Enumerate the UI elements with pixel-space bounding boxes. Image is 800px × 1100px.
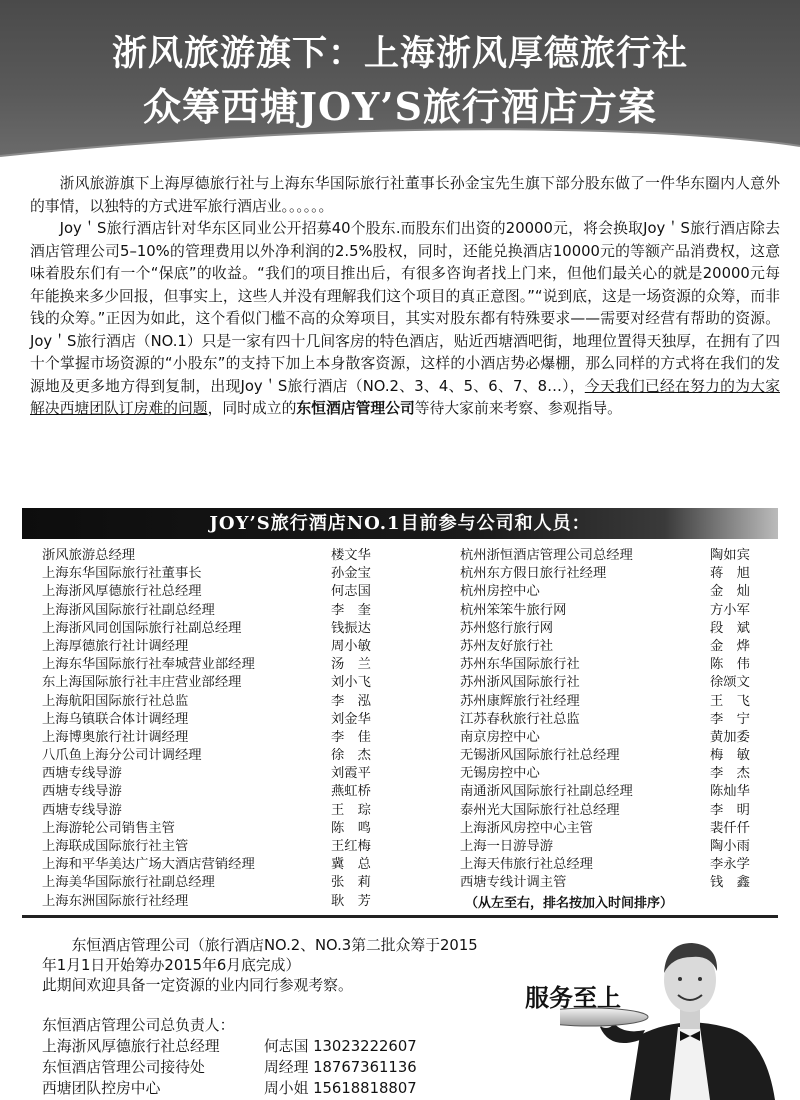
participant-company: 上海浙风同创国际旅行社副总经理 bbox=[42, 620, 242, 636]
list-item bbox=[42, 783, 422, 801]
list-item bbox=[460, 674, 780, 692]
participant-name: 方小军 bbox=[710, 602, 750, 618]
participant-company: 西塘专线导游 bbox=[42, 802, 122, 818]
list-item bbox=[460, 874, 780, 892]
participant-name: 李永学 bbox=[710, 857, 750, 873]
participant-name: 陶小雨 bbox=[710, 839, 750, 854]
participant-name: 金 灿 bbox=[710, 584, 750, 600]
list-order-note: （从左至右，排名按加入时间排序） bbox=[465, 896, 674, 911]
list-item bbox=[42, 693, 422, 711]
participant-list-left bbox=[42, 547, 422, 911]
participant-company: 东上海国际旅行社丰庄营业部经理 bbox=[42, 675, 242, 691]
participant-company: 上海天伟旅行社总经理 bbox=[460, 857, 593, 873]
participant-name: 张 莉 bbox=[331, 875, 371, 891]
list-item bbox=[42, 838, 422, 856]
contact-row bbox=[42, 1057, 417, 1078]
intro-underlined-statement: 今天我们已经在努力的为大家解决西塘团队订房难的问题 bbox=[30, 377, 780, 417]
list-item bbox=[42, 565, 422, 583]
participant-name: 陈灿华 bbox=[710, 784, 750, 800]
contacts-title: 东恒酒店管理公司总负责人： bbox=[42, 1017, 235, 1034]
participant-name: 陶如宾 bbox=[710, 548, 750, 563]
list-item bbox=[42, 583, 422, 601]
participant-company: 上海联成国际旅行社主管 bbox=[42, 839, 189, 854]
participant-company: 上海游轮公司销售主管 bbox=[42, 820, 175, 836]
participant-company: 上海美华国际旅行社副总经理 bbox=[42, 875, 215, 891]
participant-name: 金 烨 bbox=[710, 638, 750, 654]
participant-name: 燕虹桥 bbox=[331, 784, 371, 800]
participant-name: 周小敏 bbox=[331, 638, 371, 654]
participant-name: 李 奎 bbox=[331, 602, 371, 618]
waiter-illustration bbox=[560, 935, 800, 1100]
participant-name: 王 琮 bbox=[331, 802, 371, 818]
participant-name: 刘金华 bbox=[331, 711, 371, 727]
participant-company: 苏州友好旅行社 bbox=[460, 638, 554, 654]
list-item bbox=[460, 729, 780, 747]
contact-label: 西塘团队控房中心 bbox=[42, 1080, 161, 1097]
list-item bbox=[460, 711, 780, 729]
participant-name: 李 明 bbox=[710, 802, 750, 818]
contact-value: 周小姐 15618818807 bbox=[264, 1080, 417, 1097]
list-item bbox=[42, 802, 422, 820]
list-item bbox=[42, 729, 422, 747]
participant-company: 杭州笨笨牛旅行网 bbox=[460, 602, 567, 618]
intro-paragraph-2-end: 等待大家前来考察、参观指导。 bbox=[414, 400, 622, 417]
list-item bbox=[460, 602, 780, 620]
list-item bbox=[460, 656, 780, 674]
participant-company: 南京房控中心 bbox=[460, 729, 540, 745]
participant-company: 杭州东方假日旅行社经理 bbox=[460, 566, 607, 582]
participant-company: 上海厚德旅行社计调经理 bbox=[42, 638, 189, 654]
intro-company-name: 东恒酒店管理公司 bbox=[296, 400, 415, 417]
participant-name: 刘霞平 bbox=[331, 766, 371, 782]
participant-company: 杭州浙恒酒店管理公司总经理 bbox=[460, 548, 633, 563]
list-item bbox=[42, 856, 422, 874]
list-item bbox=[42, 711, 422, 729]
service-slogan: 服务至上 bbox=[525, 983, 621, 1012]
title-line-1: 浙风旅游旗下：上海浙风厚德旅行社 bbox=[111, 33, 688, 74]
participant-list-right bbox=[460, 547, 780, 893]
participant-name: 钱 鑫 bbox=[710, 875, 750, 891]
participant-company: 江苏春秋旅行社总监 bbox=[460, 711, 580, 727]
participant-name: 冀 总 bbox=[331, 857, 371, 873]
participant-company: 上海博奥旅行社计调经理 bbox=[42, 729, 189, 745]
list-item bbox=[460, 693, 780, 711]
list-item bbox=[42, 620, 422, 638]
participant-company: 泰州光大国际旅行社总经理 bbox=[460, 802, 620, 818]
participant-company: 上海浙风国际旅行社副总经理 bbox=[42, 602, 215, 618]
participant-company: 无锡房控中心 bbox=[460, 766, 540, 782]
participant-company: 上海航阳国际旅行社总监 bbox=[42, 693, 189, 709]
intro-text bbox=[30, 173, 780, 421]
banner-wave-decoration bbox=[0, 118, 800, 178]
intro-paragraph-1: 浙风旅游旗下上海厚德旅行社与上海东华国际旅行社董事长孙金宝先生旗下部分股东做了一件华东圈内人意外的事情，以独特的方式进军旅行酒店业。。。。。。 bbox=[30, 175, 780, 215]
participant-name: 裴仟仟 bbox=[710, 820, 750, 836]
contact-value: 周经理 18767361136 bbox=[264, 1059, 417, 1076]
participant-name: 梅 敏 bbox=[710, 748, 750, 764]
intro-paragraph-2-mid: ，同时成立的 bbox=[207, 400, 297, 417]
participant-company: 上海东洲国际旅行社经理 bbox=[42, 893, 189, 909]
participant-name: 钱振达 bbox=[331, 620, 371, 636]
participant-company: 上海东华国际旅行社董事长 bbox=[42, 566, 202, 582]
intro-paragraph-2 bbox=[30, 218, 780, 421]
contact-row bbox=[42, 1078, 417, 1099]
participant-name: 黄加委 bbox=[710, 729, 750, 745]
list-item bbox=[42, 602, 422, 620]
participant-company: 杭州房控中心 bbox=[460, 584, 540, 600]
participant-company: 苏州康辉旅行社经理 bbox=[460, 693, 580, 709]
participant-name: 李 杰 bbox=[710, 766, 750, 782]
list-item bbox=[460, 856, 780, 874]
participant-name: 李 泓 bbox=[331, 693, 371, 709]
participant-company: 西塘专线导游 bbox=[42, 766, 122, 782]
participant-name: 何志国 bbox=[331, 584, 371, 600]
participant-company: 浙风旅游总经理 bbox=[42, 548, 136, 563]
participant-name: 孙金宝 bbox=[331, 566, 371, 582]
participant-name: 徐 杰 bbox=[331, 748, 371, 764]
list-item bbox=[42, 820, 422, 838]
list-item bbox=[460, 583, 780, 601]
contact-label: 上海浙风厚德旅行社总经理 bbox=[42, 1038, 220, 1055]
list-item bbox=[460, 765, 780, 783]
participant-name: 王红梅 bbox=[331, 839, 371, 854]
list-item bbox=[460, 783, 780, 801]
list-item bbox=[42, 874, 422, 892]
participant-name: 段 斌 bbox=[710, 620, 750, 636]
list-item bbox=[42, 547, 422, 565]
participant-name: 耿 芳 bbox=[331, 893, 371, 909]
list-item bbox=[42, 747, 422, 765]
list-item bbox=[460, 747, 780, 765]
contact-label: 东恒酒店管理公司接待处 bbox=[42, 1059, 205, 1076]
participant-company: 苏州东华国际旅行社 bbox=[460, 657, 580, 673]
participant-name: 王 飞 bbox=[710, 693, 750, 709]
participant-company: 上海乌镇联合体计调经理 bbox=[42, 711, 189, 727]
section-divider bbox=[22, 915, 778, 918]
participant-company: 上海浙风房控中心主管 bbox=[460, 820, 593, 836]
participant-name: 汤 兰 bbox=[331, 657, 371, 673]
title-line-2: 众筹西塘JOY’S旅行酒店方案 bbox=[143, 84, 657, 129]
bottom-info bbox=[42, 936, 482, 996]
section-title-bar: JOY’S旅行酒店NO.1目前参与公司和人员： bbox=[22, 508, 778, 539]
participant-company: 八爪鱼上海分公司计调经理 bbox=[42, 748, 202, 764]
list-item bbox=[42, 638, 422, 656]
bottom-paragraph-1: 东恒酒店管理公司（旅行酒店NO.2、NO.3第二批众筹于2015年1月1日开始筹办2015年6月底完成） bbox=[42, 937, 478, 974]
bottom-paragraph-2: 此期间欢迎具备一定资源的业内同行参观考察。 bbox=[42, 977, 353, 994]
contacts-block bbox=[42, 1015, 417, 1099]
participant-company: 南通浙风国际旅行社副总经理 bbox=[460, 784, 633, 800]
list-item bbox=[42, 674, 422, 692]
list-item bbox=[460, 638, 780, 656]
participant-company: 上海浙风厚德旅行社总经理 bbox=[42, 584, 202, 600]
list-item bbox=[42, 656, 422, 674]
intro-paragraph-2-main: Joy＇S旅行酒店针对华东区同业公开招募40个股东.而股东们出资的20000元，将会换取Joy＇S旅行酒店除去酒店管理公司5–10%的管理费用以外净利润的2.5%股权，同时，还能兑换酒店10000元的等额产品消费权，这意味着股东们有一个“保底”的收益。“我们的项目推出后，有很多咨询者找上门来，但他们最关心的就是20000元每年能换来多少回报，但事实上，这些人并没有理解我们这个项目的真正意图。”“说到底，这是一场资源的众筹，而非钱的众筹。”正因为如此，这个看似门槛不高的众筹项目，其实对股东都有特殊要求——需要对经营有帮助的资源。Joy＇S旅行酒店（NO.1）只是一家有四十几间客房的特色酒店，贴近西塘酒吧街，地理位置得天独厚，在拥有了四十个掌握市场资源的“小股东”的支持下加上本身散客资源，这样的小酒店势必爆棚，那么同样的方式将在我们的发源地及更多地方得到复制，出现Joy＇S旅行酒店（NO.2、3、4、5、6、7、8…）， bbox=[30, 220, 780, 395]
participant-company: 西塘专线导游 bbox=[42, 784, 122, 800]
participant-company: 苏州浙风国际旅行社 bbox=[460, 675, 580, 691]
contact-row bbox=[42, 1036, 417, 1057]
participant-company: 上海一日游导游 bbox=[460, 839, 554, 854]
participant-name: 蒋 旭 bbox=[710, 566, 750, 582]
list-item bbox=[460, 620, 780, 638]
list-item bbox=[460, 820, 780, 838]
list-item bbox=[42, 893, 422, 911]
list-item bbox=[460, 838, 780, 856]
participant-name: 李 宁 bbox=[710, 711, 750, 727]
participant-name: 李 佳 bbox=[331, 729, 371, 745]
list-item bbox=[460, 547, 780, 565]
list-item bbox=[460, 565, 780, 583]
participant-company: 西塘专线计调主管 bbox=[460, 875, 567, 891]
list-item bbox=[460, 802, 780, 820]
participant-name: 刘小飞 bbox=[331, 675, 371, 691]
contact-value: 何志国 13023222607 bbox=[264, 1038, 417, 1055]
participant-name: 陈 伟 bbox=[710, 657, 750, 673]
participant-company: 上海和平华美达广场大酒店营销经理 bbox=[42, 857, 255, 873]
participant-company: 上海东华国际旅行社奉城营业部经理 bbox=[42, 657, 255, 673]
participant-company: 无锡浙风国际旅行社总经理 bbox=[460, 748, 620, 764]
participant-name: 楼文华 bbox=[331, 548, 371, 563]
list-item bbox=[42, 765, 422, 783]
participant-company: 苏州悠行旅行网 bbox=[460, 620, 554, 636]
participant-name: 徐颂文 bbox=[710, 675, 750, 691]
participant-name: 陈 鸣 bbox=[331, 820, 371, 836]
